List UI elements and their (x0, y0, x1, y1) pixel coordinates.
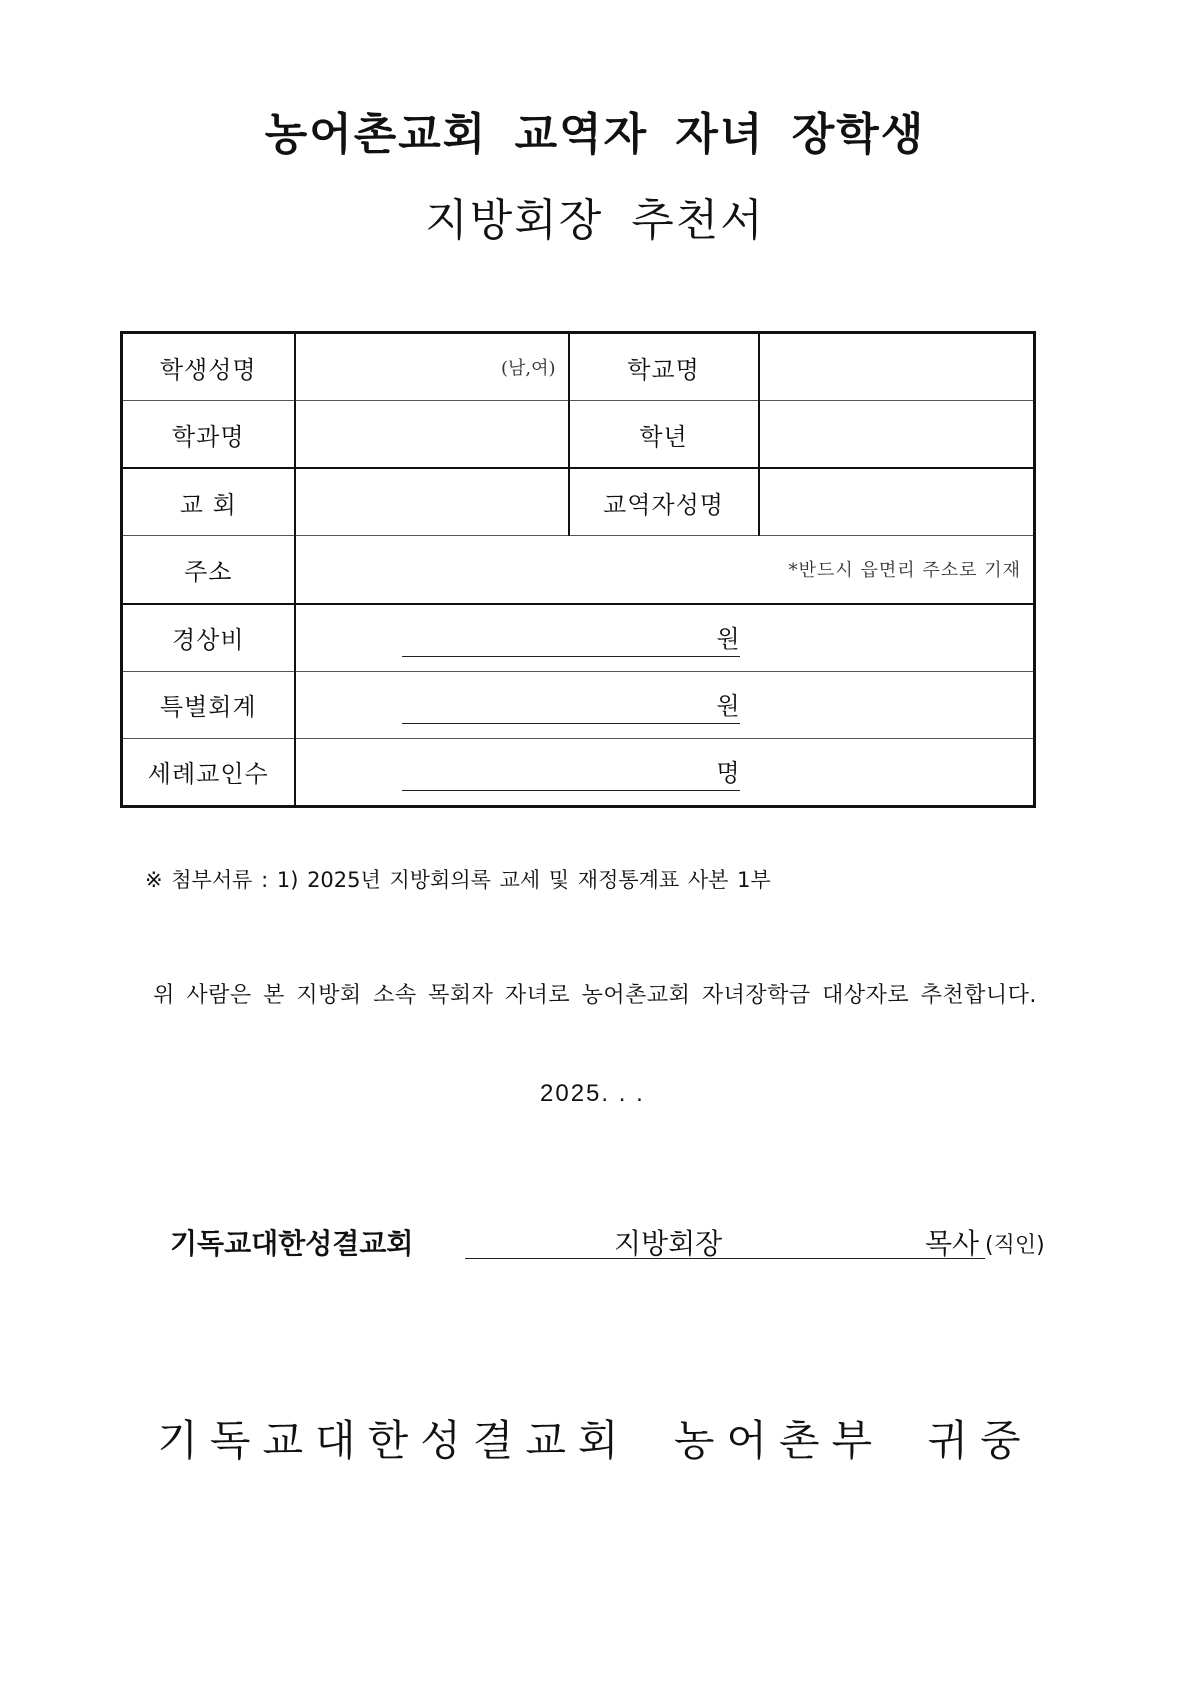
address-note: *반드시 읍면리 주소로 기재 (788, 560, 1021, 582)
recommendation-statement: 위 사람은 본 지방회 소속 목회자 자녀로 농어촌교회 자녀장학금 대상자로 추천합니다. (153, 983, 1037, 1008)
church-label: 교 회 (122, 468, 295, 536)
department-label: 학과명 (122, 401, 295, 469)
table-row (122, 738, 1035, 806)
attachment-note: ※ 첨부서류 : 1) 2025년 지방회의록 교세 및 재정통계표 사본 1부 (145, 868, 771, 892)
special-account-unit: 원 (402, 686, 740, 724)
grade-field[interactable] (759, 401, 1035, 469)
table-row (122, 604, 1035, 672)
address-field[interactable] (295, 536, 1035, 604)
table-row (122, 333, 1035, 401)
minister-name-label: 교역자성명 (569, 468, 759, 536)
signature-role: 지방회장 (614, 1227, 723, 1260)
seal-mark: (직인) (985, 1233, 1045, 1258)
student-name-field[interactable] (295, 333, 569, 401)
date-line: 2025. . . (540, 1080, 645, 1107)
special-account-field[interactable] (295, 671, 1035, 738)
school-label: 학교명 (569, 333, 759, 401)
table-row (122, 401, 1035, 469)
ordinary-budget-unit: 원 (402, 619, 740, 657)
signature-title: 목사 (925, 1227, 980, 1260)
document-subtitle: 지방회장 추천서 (425, 195, 765, 246)
department-field[interactable] (295, 401, 569, 469)
ordinary-budget-label: 경상비 (122, 604, 295, 672)
signature-line[interactable] (465, 1258, 985, 1259)
address-label: 주소 (122, 536, 295, 604)
addressee: 기독교대한성결교회 농어촌부 귀중 (157, 1416, 1033, 1465)
baptized-field[interactable] (295, 738, 1035, 806)
table-row (122, 468, 1035, 536)
student-name-label: 학생성명 (122, 333, 295, 401)
grade-label: 학년 (569, 401, 759, 469)
document-title: 농어촌교회 교역자 자녀 장학생 (264, 109, 926, 160)
church-field[interactable] (295, 468, 569, 536)
baptized-label: 세례교인수 (122, 738, 295, 806)
table-row (122, 671, 1035, 738)
recommendation-table (120, 331, 1036, 808)
baptized-unit: 명 (402, 753, 740, 791)
minister-name-field[interactable] (759, 468, 1035, 536)
ordinary-budget-field[interactable] (295, 604, 1035, 672)
table-row (122, 536, 1035, 604)
signature-block (0, 1222, 1190, 1272)
school-field[interactable] (759, 333, 1035, 401)
signature-organization: 기독교대한성결교회 (170, 1227, 414, 1260)
gender-hint: (남,여) (500, 358, 556, 380)
special-account-label: 특별회계 (122, 671, 295, 738)
